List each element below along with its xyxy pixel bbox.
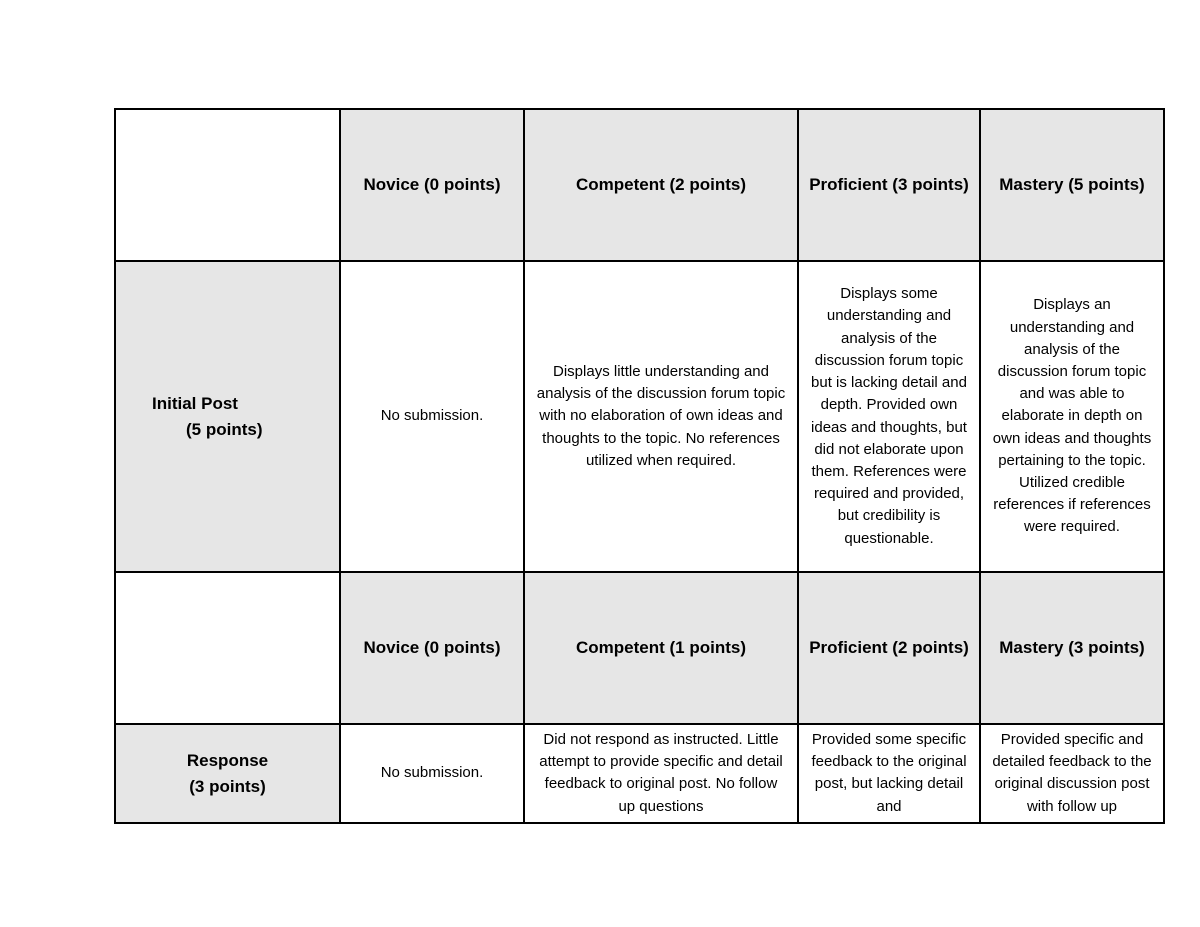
row-label-title: Response	[186, 750, 269, 770]
row-label-initial-post	[115, 261, 340, 572]
cell-text: Provided some specific feedback to the original post, but lacking detail and	[811, 731, 967, 815]
cell-text: Provided specific and detailed feedback to the original discussion post with follow up	[992, 731, 1152, 815]
header-cell-novice: Novice (0 points)	[340, 109, 524, 261]
header-cell-competent: Competent (2 points)	[524, 109, 798, 261]
row-label-points: (3 points)	[189, 776, 266, 796]
cell-proficient	[798, 261, 980, 572]
cell-proficient	[798, 724, 980, 823]
cell-text: No submission.	[380, 407, 484, 425]
header-cell-empty	[115, 572, 340, 724]
row-label-points: (5 points)	[186, 419, 263, 439]
cell-competent	[524, 724, 798, 823]
cell-competent	[524, 261, 798, 572]
header-cell-novice: Novice (0 points)	[340, 572, 524, 724]
header-cell-mastery: Mastery (3 points)	[980, 572, 1164, 724]
cell-text: Displays an understanding and analysis of the discussion forum topic and was able to elaborate in depth on own ideas and thoughts pertaining to the topic. Utilized credible references if references were required.	[992, 296, 1152, 536]
row-label-title: Initial Post	[152, 393, 238, 413]
row-label-response	[115, 724, 340, 823]
cell-mastery	[980, 724, 1164, 823]
header-row-initial-post	[115, 109, 1164, 261]
criteria-row-initial-post	[115, 261, 1164, 572]
header-cell-proficient: Proficient (3 points)	[798, 109, 980, 261]
header-row-response	[115, 572, 1164, 724]
cell-novice	[340, 261, 524, 572]
header-cell-empty	[115, 109, 340, 261]
cell-text: Displays some understanding and analysis of the discussion forum topic but is lacking detail and depth. Provided own ideas and thoughts, but did not elaborate upon them. References were required and provided, but credibility is questionable.	[811, 285, 967, 547]
cell-text: No submission.	[380, 764, 484, 782]
cell-novice	[340, 724, 524, 823]
cell-mastery	[980, 261, 1164, 572]
cell-text: Did not respond as instructed. Little attempt to provide specific and detail feedback to original post. No follow up questions	[539, 731, 783, 815]
rubric-table	[114, 108, 1165, 824]
header-cell-competent: Competent (1 points)	[524, 572, 798, 724]
cell-text: Displays little understanding and analysis of the discussion forum topic with no elaboration of own ideas and thoughts to the topic. No references utilized when required.	[536, 362, 786, 469]
header-cell-mastery: Mastery (5 points)	[980, 109, 1164, 261]
criteria-row-response	[115, 724, 1164, 823]
header-cell-proficient: Proficient (2 points)	[798, 572, 980, 724]
